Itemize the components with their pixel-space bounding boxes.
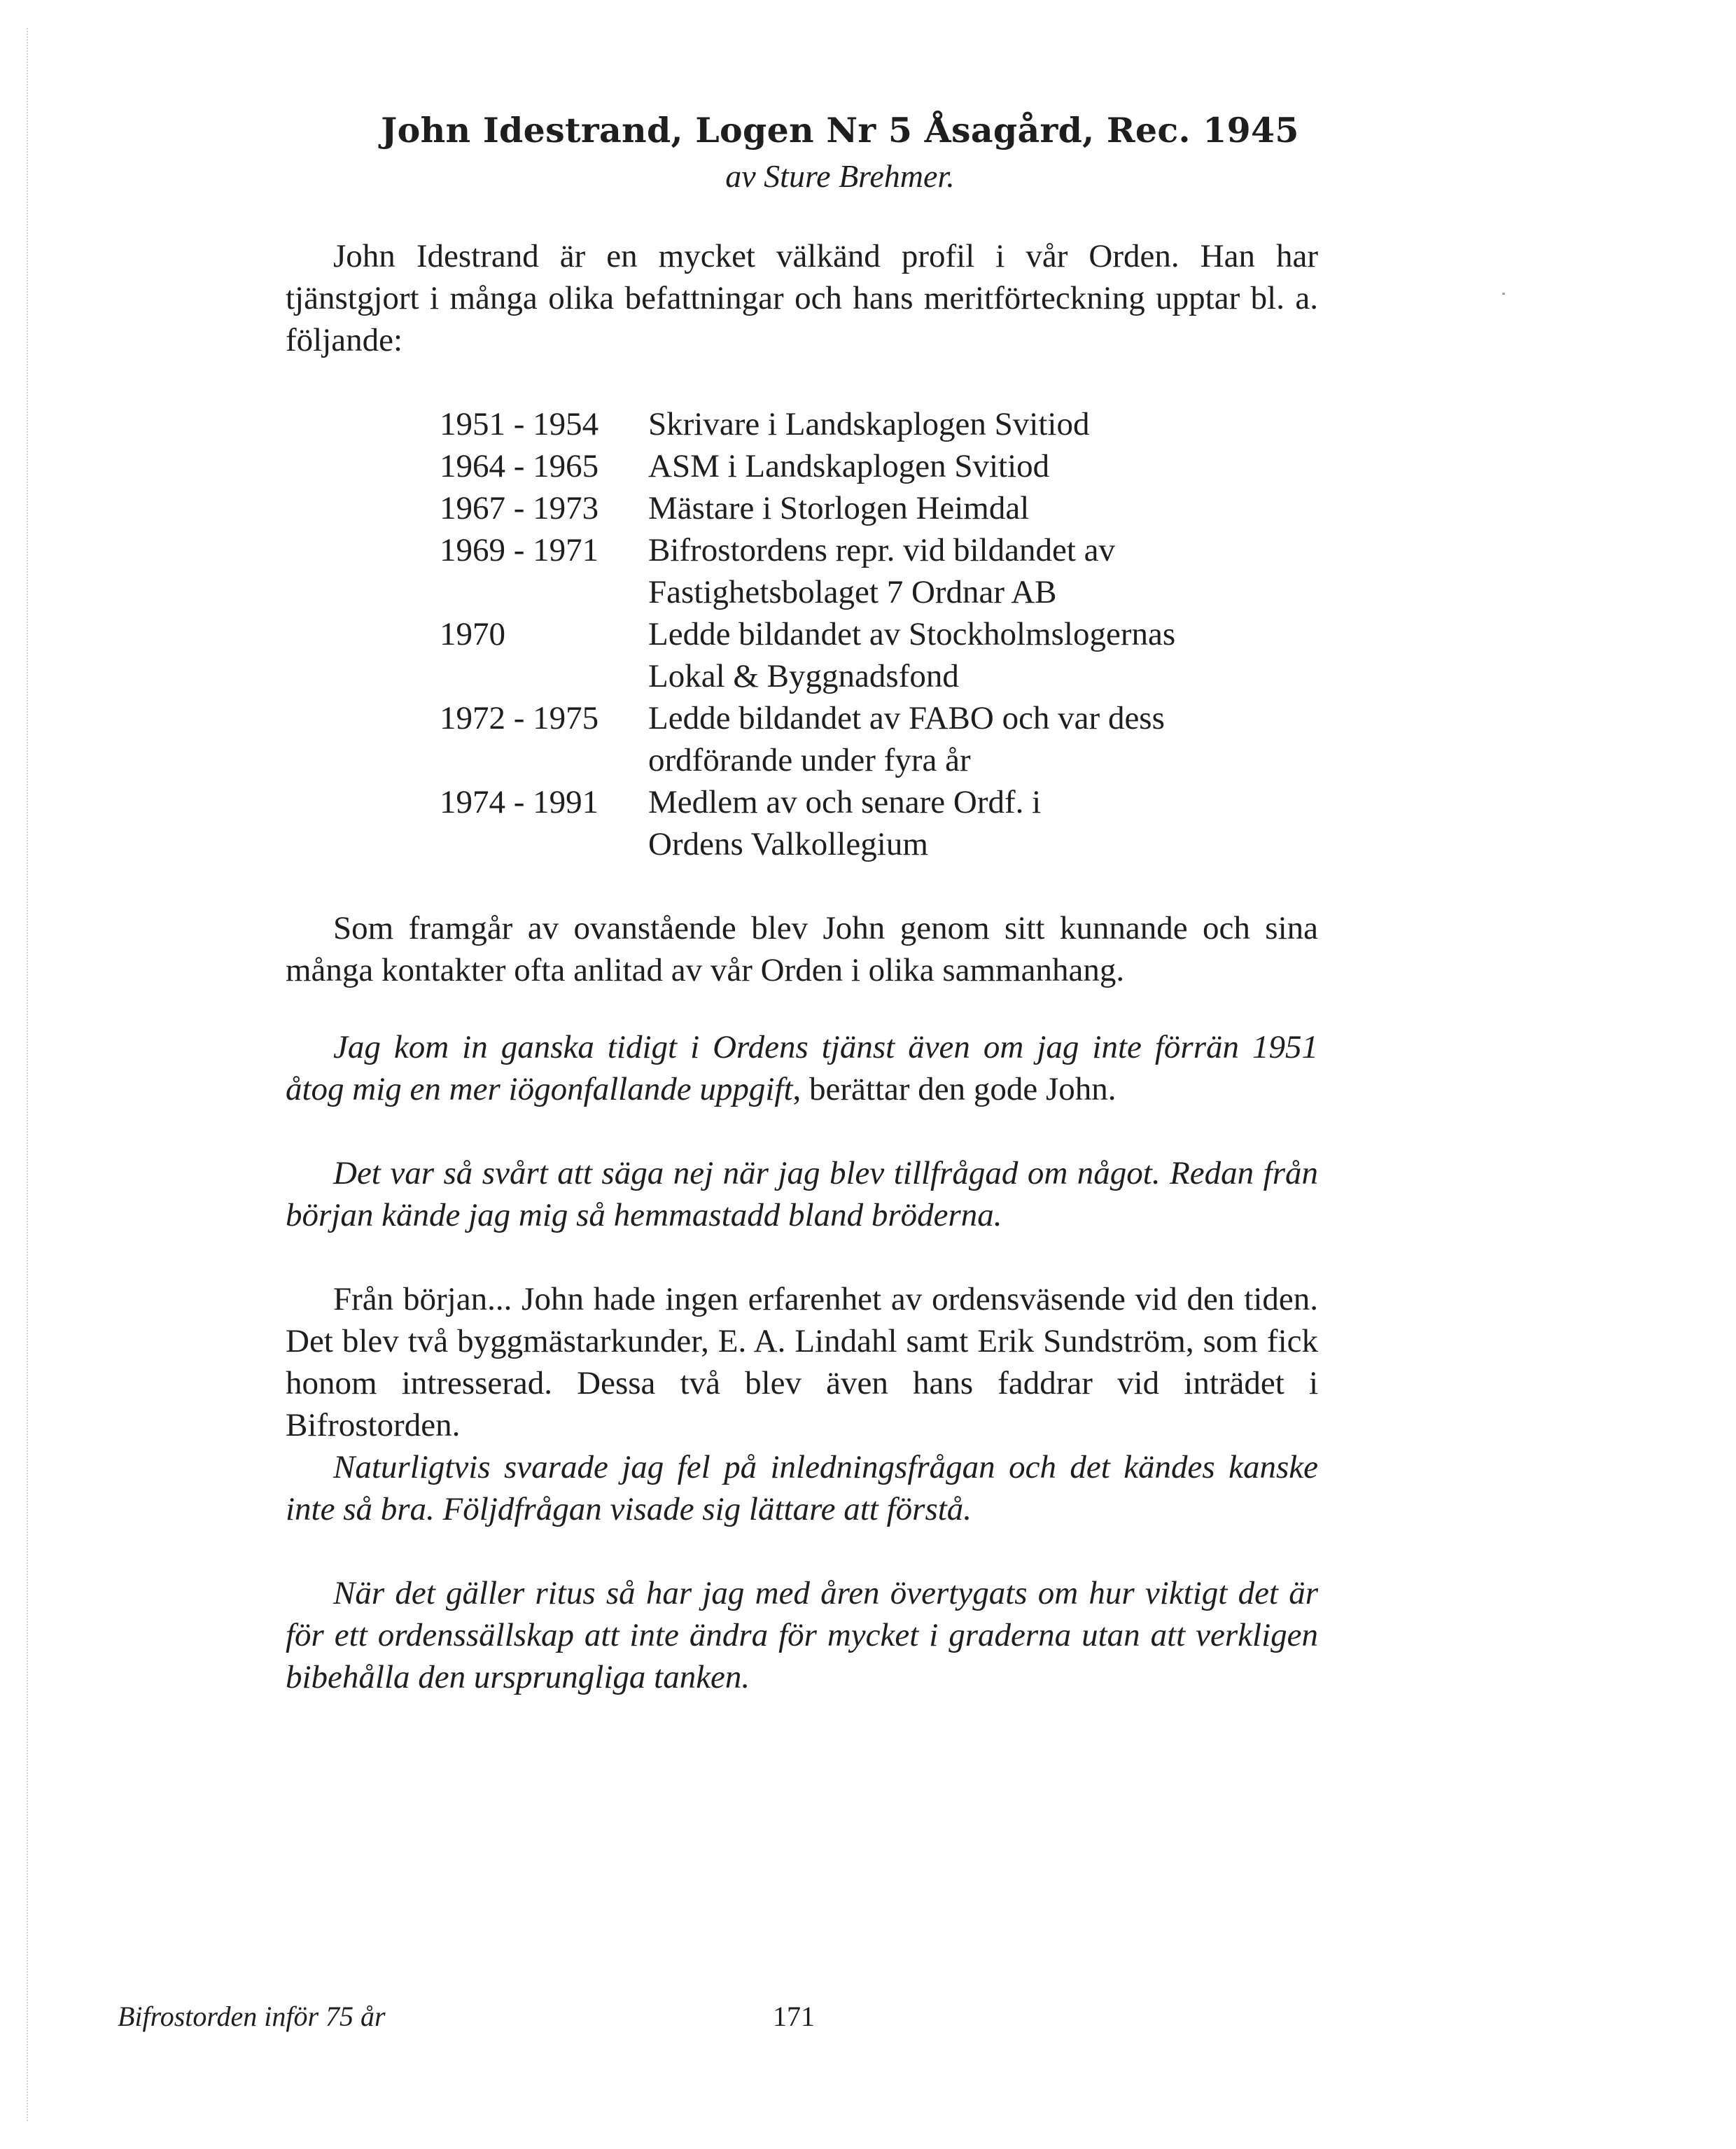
paragraph-4-text: Från början... John hade ingen erfarenhet av ordensväsende vid den tiden. Det blev två byggmästarkunder, E. A. Lindahl samt Erik Sundström, som fick honom intresserad. Dessa två blev även hans faddrar vid inträdet i Bifrostorden.	[286, 1281, 1318, 1443]
career-row	[440, 445, 1315, 487]
paragraph-1	[286, 907, 1318, 991]
career-description-line: Bifrostordens repr. vid bildandet av	[648, 532, 1115, 568]
career-description-line: Skrivare i Landskaplogen Svitiod	[648, 406, 1090, 442]
paragraph-5-text: Naturligtvis svarade jag fel på inledningsfrågan och det kändes kanske inte så bra. Följdfrågan visade sig lättare att förstå.	[286, 1449, 1318, 1527]
career-years: 1951 - 1954	[440, 406, 599, 442]
intro-text: John Idestrand är en mycket välkänd profil i vår Orden. Han har tjänstgjort i många olika befattningar och hans meritförteckning upptar bl. a. följande:	[286, 238, 1318, 358]
scan-edge	[27, 28, 28, 2121]
career-row	[440, 487, 1315, 529]
article-title: John Idestrand, Logen Nr 5 Åsagård, Rec. 1945	[381, 110, 1299, 150]
paragraph-6	[286, 1572, 1318, 1698]
career-years: 1964 - 1965	[440, 448, 599, 484]
paragraph-2-rest: , berättar den gode John.	[792, 1071, 1116, 1107]
career-description	[648, 697, 1315, 781]
paragraph-3	[286, 1152, 1318, 1236]
intro-paragraph	[286, 235, 1318, 361]
paragraph-6-text: När det gäller ritus så har jag med åren övertygats om hur viktigt det är för ett ordenssällskap att inte ändra för mycket i graderna utan att verkligen bibehålla den ursprungliga tanken.	[286, 1575, 1318, 1695]
paragraph-2	[286, 1026, 1318, 1110]
career-description-line: Ordens Valkollegium	[648, 826, 928, 862]
career-row	[440, 697, 1315, 781]
article-byline: av Sture Brehmer.	[725, 158, 955, 194]
career-row	[440, 781, 1315, 865]
career-years: 1967 - 1973	[440, 490, 599, 526]
career-row	[440, 613, 1315, 697]
career-description-line: Ledde bildandet av Stockholmslogernas	[648, 616, 1176, 652]
career-years: 1972 - 1975	[440, 700, 599, 736]
career-description	[648, 613, 1315, 697]
career-years: 1970	[440, 616, 505, 652]
career-years: 1974 - 1991	[440, 784, 599, 820]
career-description-line: ASM i Landskaplogen Svitiod	[648, 448, 1050, 484]
footer-publication: Bifrostorden inför 75 år	[118, 2001, 386, 2032]
paragraph-3-text: Det var så svårt att säga nej när jag blev tillfrågad om något. Redan från början kände jag mig så hemmastadd bland bröderna.	[286, 1155, 1318, 1233]
paragraph-5	[286, 1446, 1318, 1530]
article-header	[280, 105, 1400, 197]
career-description	[648, 487, 1315, 529]
career-row	[440, 529, 1315, 613]
career-years: 1969 - 1971	[440, 532, 599, 568]
career-description	[648, 781, 1315, 865]
career-row	[440, 403, 1315, 445]
career-description	[648, 403, 1315, 445]
page-number: 171	[773, 2001, 815, 2032]
career-description-line: Fastighetsbolaget 7 Ordnar AB	[648, 574, 1057, 610]
paragraph-2-quote: Jag kom in ganska tidigt i Ordens tjänst även om jag inte förrän 1951 åtog mig en mer iögonfallande uppgift	[286, 1029, 1318, 1107]
career-description-line: Medlem av och senare Ordf. i	[648, 784, 1042, 820]
paragraph-1-text: Som framgår av ovanstående blev John genom sitt kunnande och sina många kontakter ofta anlitad av vår Orden i olika sammanhang.	[286, 910, 1318, 988]
career-description	[648, 445, 1315, 487]
paragraph-4	[286, 1278, 1318, 1446]
career-description-line: Mästare i Storlogen Heimdal	[648, 490, 1030, 526]
career-list	[440, 403, 1315, 865]
career-description-line: Lokal & Byggnadsfond	[648, 658, 959, 694]
career-description	[648, 529, 1315, 613]
career-description-line: ordförande under fyra år	[648, 742, 971, 778]
career-description-line: Ledde bildandet av FABO och var dess	[648, 700, 1165, 736]
scan-speck	[1502, 293, 1505, 295]
